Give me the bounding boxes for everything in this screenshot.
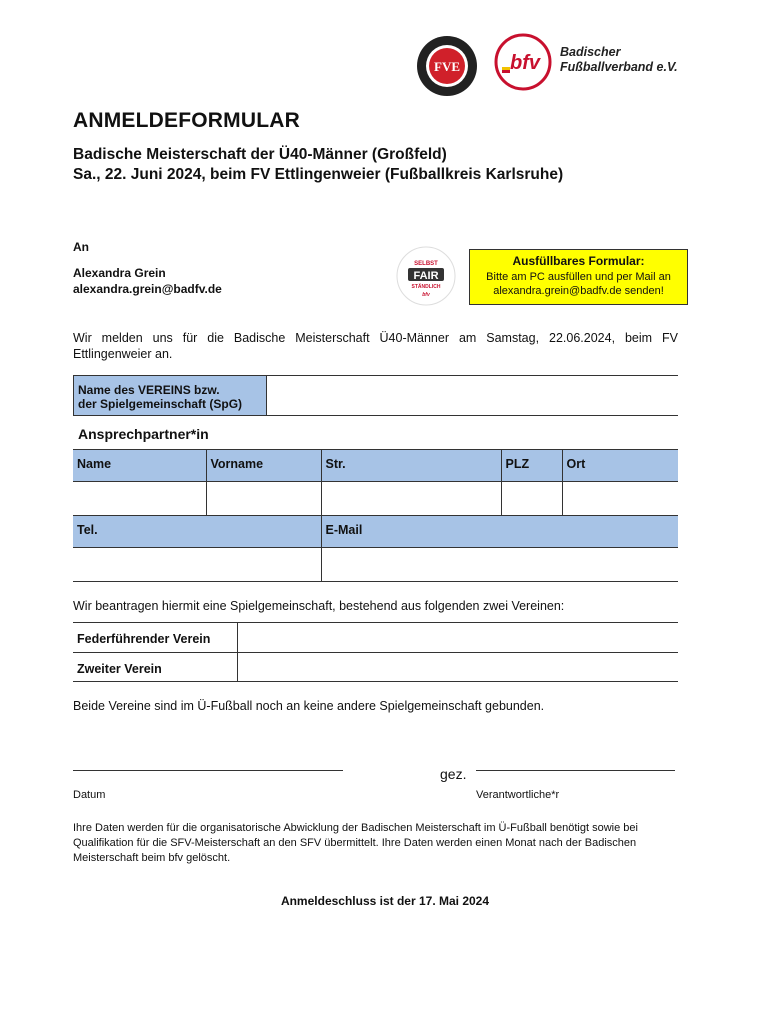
- bfv-name-line1: Badischer: [560, 45, 621, 59]
- lead-club-row: [73, 622, 678, 652]
- fair-mid: FAIR: [413, 270, 439, 282]
- header-tel: Tel.: [73, 516, 321, 548]
- club-name-label: [73, 375, 267, 416]
- bfv-mark: bfv: [510, 52, 540, 74]
- header-street: Str.: [321, 450, 501, 482]
- subtitle-date: Sa., 22. Juni 2024, beim FV Ettlingenweier (Fußballkreis Karlsruhe): [73, 166, 564, 183]
- second-club-field[interactable]: [238, 653, 678, 681]
- lead-club-label: Federführender Verein: [73, 623, 238, 652]
- recipient-email: alexandra.grein@badfv.de: [73, 282, 222, 296]
- fair-small: bfv: [422, 292, 430, 298]
- bfv-name: [560, 45, 678, 75]
- club-logo-initials: FVE: [434, 59, 460, 74]
- club-name-field[interactable]: [266, 375, 678, 416]
- spg-statement: Beide Vereine sind im Ü-Fußball noch an keine andere Spielgemeinschaft gebunden.: [73, 699, 545, 713]
- fillable-notice: [469, 249, 688, 305]
- subtitle-event: Badische Meisterschaft der Ü40-Männer (Großfeld): [73, 146, 447, 163]
- street-field[interactable]: [321, 482, 501, 516]
- club-name-label-line2: der Spielgemeinschaft (SpG): [78, 397, 243, 411]
- name-field[interactable]: [73, 482, 206, 516]
- contact-section-title: Ansprechpartner*in: [78, 426, 209, 442]
- gez-label: gez.: [440, 766, 467, 782]
- recipient-block: [73, 265, 222, 297]
- plz-field[interactable]: [501, 482, 562, 516]
- contact-table: [73, 449, 678, 582]
- fv-ettlingenweier-logo: [416, 35, 478, 97]
- spg-table: [73, 622, 678, 682]
- date-line[interactable]: [73, 770, 343, 771]
- recipient-name: Alexandra Grein: [73, 266, 166, 280]
- date-label: Datum: [73, 789, 106, 801]
- privacy-notice: Ihre Daten werden für die organisatorische Abwicklung der Badischen Meisterschaft im Ü-Fußball benötigt sowie bei Qualifikation für die SFV-Meisterschaft an den SFV übermittelt. Ihre Daten werden einen Monat nach der Badischen Meisterschaft beim bfv gelöscht.: [73, 822, 638, 864]
- tel-field[interactable]: [73, 548, 321, 582]
- fair-bot: STÄNDLICH: [411, 284, 441, 290]
- lead-club-field[interactable]: [238, 623, 678, 652]
- registration-deadline: Anmeldeschluss ist der 17. Mai 2024: [280, 894, 490, 908]
- notice-heading: Ausfüllbares Formular:: [512, 254, 645, 268]
- club-name-label-line1: Name des VEREINS bzw.: [78, 383, 220, 397]
- intro-paragraph: Wir melden uns für die Badische Meisterschaft Ü40-Männer am Samstag, 22.06.2024, beim FV Ettlingenweier an.: [73, 331, 678, 361]
- notice-line1: Bitte am PC ausfüllen und per Mail an: [486, 271, 671, 283]
- header-plz: PLZ: [501, 450, 562, 482]
- responsible-label: Verantwortliche*r: [476, 789, 560, 801]
- spg-intro: Wir beantragen hiermit eine Spielgemeinschaft, bestehend aus folgenden zwei Vereinen:: [73, 599, 565, 613]
- ort-field[interactable]: [562, 482, 678, 516]
- header-name: Name: [73, 450, 206, 482]
- fair-top: SELBST: [414, 261, 438, 267]
- signature-line[interactable]: [476, 770, 675, 771]
- second-club-label: Zweiter Verein: [73, 653, 238, 681]
- vorname-field[interactable]: [206, 482, 321, 516]
- notice-line2: alexandra.grein@badfv.de senden!: [493, 285, 664, 297]
- fair-play-logo: [396, 246, 456, 306]
- bfv-name-line2: Fußballverband e.V.: [560, 60, 678, 74]
- header-vorname: Vorname: [206, 450, 321, 482]
- second-club-row: [73, 652, 678, 682]
- page-title: ANMELDEFORMULAR: [73, 109, 300, 132]
- bfv-logo: [494, 33, 552, 91]
- recipient-prefix: An: [73, 240, 89, 254]
- header-email: E-Mail: [321, 516, 678, 548]
- header-ort: Ort: [562, 450, 678, 482]
- email-field[interactable]: [321, 548, 678, 582]
